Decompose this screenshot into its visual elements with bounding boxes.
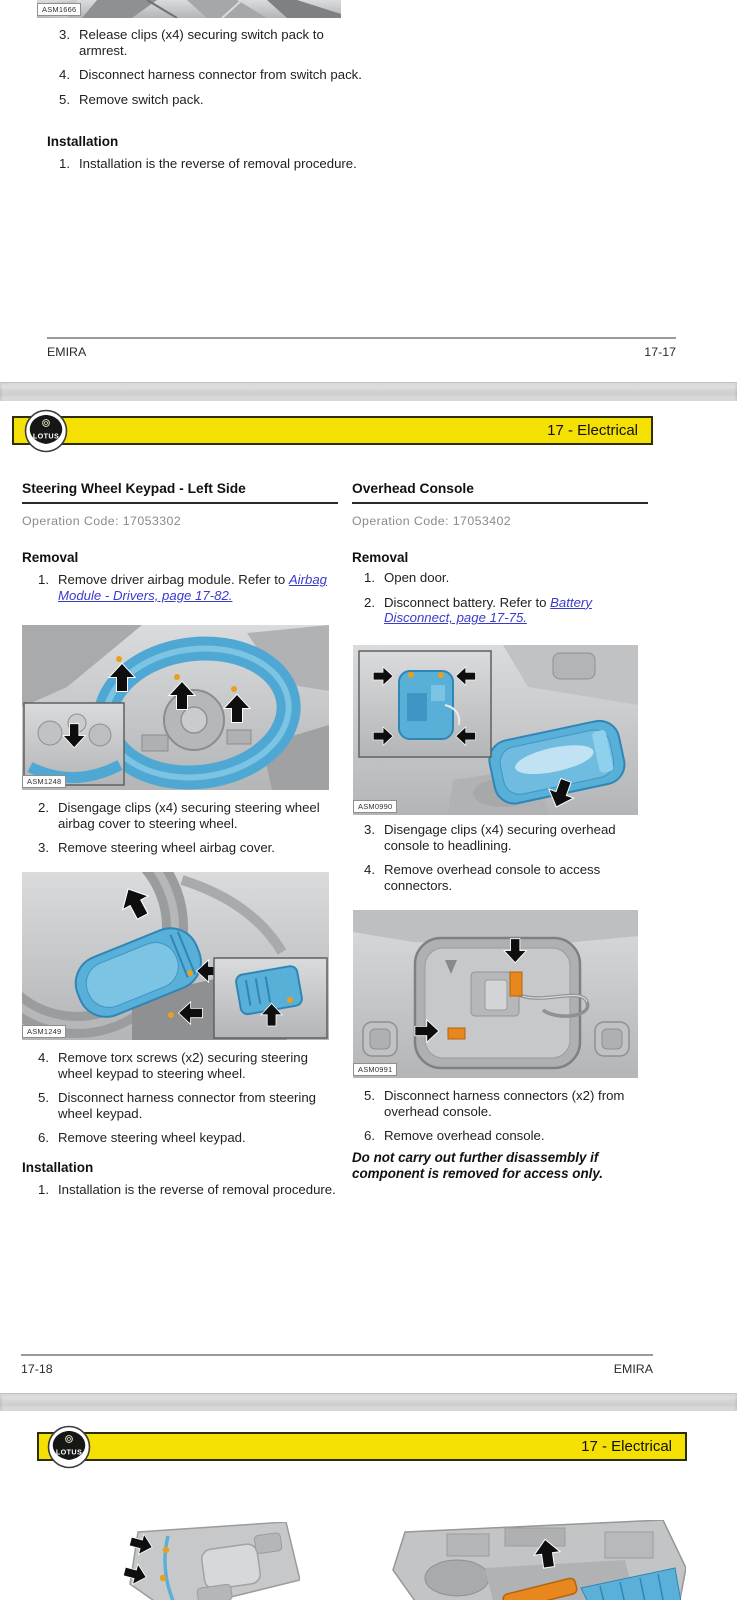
section-title: Steering Wheel Keypad - Left Side [22, 481, 338, 504]
step-number: 4. [38, 1050, 49, 1065]
footer-rule [47, 337, 676, 339]
footer-model: EMIRA [613, 1362, 653, 1376]
step-text [79, 156, 364, 172]
step-text [58, 800, 341, 831]
installation-steps [59, 156, 364, 181]
step-text [58, 572, 341, 603]
step-number: 1. [38, 572, 49, 587]
procedure-step [59, 156, 364, 172]
page-footer [21, 1362, 653, 1376]
figure-label: ASM1248 [22, 775, 66, 788]
cross-reference-link[interactable]: Airbag Module - Drivers, page 17-82. [58, 572, 328, 603]
installation-heading: Installation [22, 1160, 94, 1175]
procedure-step [38, 800, 341, 831]
installation-heading: Installation [47, 134, 119, 149]
section-title: Overhead Console [352, 481, 648, 504]
step-text [384, 862, 646, 893]
figure-asm1248 [22, 625, 329, 790]
step-number: 3. [364, 822, 375, 837]
step-text-segment: Remove overhead console. [384, 1128, 545, 1144]
removal-steps-continued [59, 27, 364, 116]
step-text-segment: Open door. [384, 570, 450, 585]
installation-steps [38, 1182, 341, 1207]
step-text-segment: Installation is the reverse of removal procedure. [58, 1182, 336, 1197]
procedure-step [59, 27, 364, 58]
lotus-logo-icon [47, 1425, 91, 1469]
column-overhead-console [352, 401, 651, 1393]
step-number: 1. [59, 156, 70, 171]
step-text-segment: Remove torx screws (x2) securing steering wheel keypad to steering wheel. [58, 1050, 308, 1081]
procedure-step [364, 822, 646, 853]
figure-asm0991 [353, 910, 638, 1078]
step-text-segment: Remove overhead console to access connectors. [384, 862, 601, 893]
footer-page-number: 17-18 [21, 1362, 53, 1376]
step-number: 1. [38, 1182, 49, 1197]
removal-steps [364, 822, 646, 902]
removal-steps [38, 572, 341, 612]
step-text [384, 1088, 646, 1119]
step-text-segment: Remove steering wheel airbag cover. [58, 840, 275, 856]
step-text [58, 1130, 341, 1146]
page-footer [47, 345, 676, 359]
figure-asm0990 [353, 645, 638, 815]
figure-label: ASM0990 [353, 800, 397, 813]
procedure-step [38, 1130, 341, 1146]
figure-asm1249 [22, 872, 329, 1040]
cross-reference-link[interactable]: Battery Disconnect, page 17-75. [384, 594, 592, 626]
page-2 [0, 401, 737, 1393]
step-number: 3. [59, 27, 70, 42]
step-number: 2. [364, 594, 375, 610]
procedure-step [364, 570, 646, 586]
figure-label: ASM1666 [37, 3, 81, 16]
removal-steps [38, 1050, 341, 1155]
removal-steps [364, 570, 646, 635]
step-text-segment: Installation is the reverse of removal procedure. [79, 156, 357, 171]
page-separator [0, 382, 737, 403]
step-text [79, 92, 364, 108]
svg-text:LOTUS: LOTUS [55, 1447, 83, 1457]
svg-text:LOTUS: LOTUS [32, 431, 60, 441]
procedure-step [38, 572, 341, 603]
figure-label: ASM0991 [353, 1063, 397, 1076]
step-number: 5. [38, 1090, 49, 1106]
procedure-step [38, 1182, 341, 1198]
step-text [384, 1128, 646, 1144]
procedure-step [364, 1088, 646, 1119]
procedure-step [59, 92, 364, 108]
footer-page-number: 17-17 [644, 345, 676, 359]
step-text-segment: Disconnect harness connectors (x2) from overhead console. [384, 1088, 625, 1119]
step-number: 1. [364, 570, 375, 585]
footer-rule [21, 1354, 653, 1356]
footer-model: EMIRA [47, 345, 87, 359]
step-text [384, 570, 646, 586]
step-number: 6. [38, 1130, 49, 1146]
step-number: 6. [364, 1128, 375, 1144]
step-text-segment: Remove steering wheel keypad. [58, 1130, 246, 1146]
removal-heading: Removal [352, 550, 409, 565]
step-text [79, 67, 364, 83]
step-text-segment: Release clips (x4) securing switch pack to armrest. [79, 27, 324, 58]
procedure-step [364, 1128, 646, 1144]
figure-asm1666-cropped [37, 0, 341, 18]
removal-steps [364, 1088, 646, 1153]
step-text-segment: Disconnect harness connector from steering wheel keypad. [58, 1090, 317, 1121]
chapter-title: 17 - Electrical [547, 422, 638, 439]
operation-code: Operation Code: 17053302 [22, 514, 182, 528]
step-number: 3. [38, 840, 49, 856]
step-text-segment: Disconnect battery. Refer to [384, 594, 551, 610]
figure-partial-left [108, 1522, 300, 1600]
step-text [58, 1090, 341, 1121]
page-1 [0, 0, 737, 382]
step-number: 5. [364, 1088, 375, 1103]
removal-steps [38, 800, 341, 865]
chapter-header-bar [37, 1432, 687, 1461]
step-text-segment: Remove switch pack. [79, 91, 204, 107]
page-3 [0, 1411, 737, 1600]
procedure-step [38, 1090, 341, 1121]
figure-label: ASM1249 [22, 1025, 66, 1038]
procedure-step [38, 1050, 341, 1081]
column-steering-wheel-keypad [22, 401, 338, 1393]
step-number: 5. [59, 91, 70, 107]
figure-partial-right [385, 1520, 686, 1600]
step-text [384, 595, 646, 626]
step-text-segment: Disconnect harness connector from switch pack. [79, 67, 362, 83]
step-text [79, 27, 364, 58]
operation-code: Operation Code: 17053402 [352, 514, 512, 528]
procedure-step [59, 67, 364, 83]
step-text [58, 1182, 341, 1198]
chapter-title: 17 - Electrical [581, 1438, 672, 1455]
page-separator [0, 1393, 737, 1413]
step-text [58, 840, 341, 856]
step-text [58, 1050, 341, 1081]
step-text-segment: Remove driver airbag module. Refer to [58, 572, 289, 587]
procedure-step [38, 840, 341, 856]
step-number: 4. [364, 862, 375, 878]
step-number: 2. [38, 800, 49, 815]
step-text-segment: Disengage clips (x4) securing overhead console to headlining. [384, 822, 616, 853]
removal-heading: Removal [22, 550, 79, 565]
step-text [384, 822, 646, 853]
procedure-step [364, 595, 646, 626]
caution-note: Do not carry out further disassembly if component is removed for access only. [352, 1150, 604, 1181]
step-number: 4. [59, 67, 70, 83]
procedure-step [364, 862, 646, 893]
step-text-segment: Disengage clips (x4) securing steering wheel airbag cover to steering wheel. [58, 800, 320, 831]
